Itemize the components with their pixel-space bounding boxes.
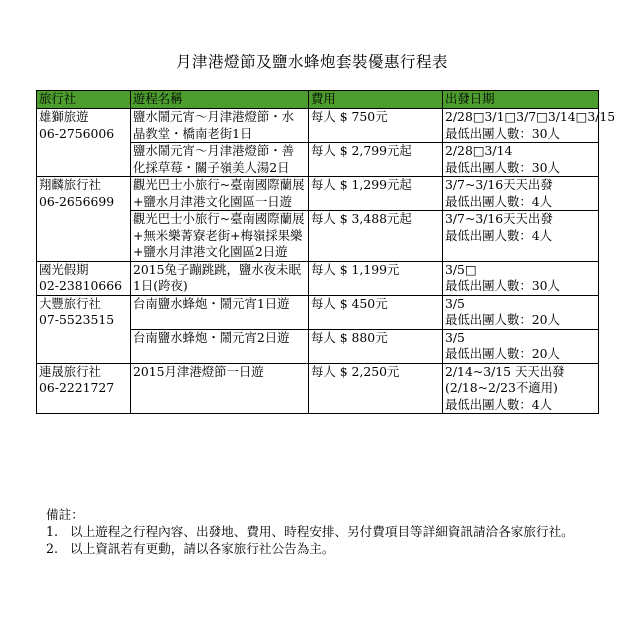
tour-fee: 每人 $ 2,250元 xyxy=(309,363,443,414)
tour-table xyxy=(36,90,616,414)
tour-name: 台南鹽水蜂炮・鬧元宵2日遊 xyxy=(131,329,309,363)
tour-fee: 每人 $ 450元 xyxy=(309,295,443,329)
agency-name: 大豐旅行社 xyxy=(39,295,101,311)
tour-name: 觀光巴士小旅行~臺南國際蘭展+鹽水月津港文化園區一日遊 xyxy=(131,177,309,211)
tour-dates: 3/7~3/16天天出發 xyxy=(445,211,553,226)
note-item xyxy=(46,540,606,557)
note-number: 2. xyxy=(46,541,59,556)
tour-name: 2015兔子蹦跳跳，鹽水夜未眠1日(跨夜) xyxy=(131,261,309,295)
agency-cell xyxy=(37,261,131,295)
notes-heading: 備註： xyxy=(46,507,84,522)
agency-cell xyxy=(37,363,131,414)
tour-name: 鹽水鬧元宵～月津港燈節・水晶教堂・橋南老街1日 xyxy=(131,109,309,143)
tour-dates-cell xyxy=(443,295,599,329)
tour-fee: 每人 $ 1,299元起 xyxy=(309,177,443,211)
tour-fee: 每人 $ 1,199元 xyxy=(309,261,443,295)
table-row xyxy=(37,363,599,414)
tour-fee: 每人 $ 750元 xyxy=(309,109,443,143)
agency-phone: 06-2221727 xyxy=(39,380,115,395)
header-fee: 費用 xyxy=(309,91,443,109)
tour-dates: 3/5 xyxy=(445,329,465,345)
header-departure-date: 出發日期 xyxy=(443,91,599,109)
header-tour-name: 遊程名稱 xyxy=(131,91,309,109)
note-text: 以上資訊若有更動，請以各家旅行社公告為主。 xyxy=(70,541,335,556)
table-row xyxy=(37,177,599,211)
tour-dates-cell xyxy=(443,329,599,363)
agency-name: 雄獅旅遊 xyxy=(39,109,89,124)
agency-name: 連晟旅行社 xyxy=(39,363,101,379)
table-row xyxy=(37,109,599,143)
agency-phone: 06-2656699 xyxy=(39,193,115,209)
table-row xyxy=(37,261,599,295)
tour-min-group: 最低出團人數：30人 xyxy=(445,125,560,141)
note-number: 1. xyxy=(46,524,59,539)
tour-name: 鹽水鬧元宵～月津港燈節・善化採草莓・關子嶺美人湯2日 xyxy=(131,143,309,177)
tour-name: 2015月津港燈節一日遊 xyxy=(131,363,309,414)
tour-dates: 3/5 xyxy=(445,295,465,311)
tour-name: 觀光巴士小旅行~臺南國際蘭展+無米樂菁寮老街+梅嶺採果樂+鹽水月津港文化園區2日遊 xyxy=(131,211,309,262)
note-item xyxy=(46,523,606,540)
agency-phone: 07-5523515 xyxy=(39,312,115,327)
tour-fee: 每人 $ 2,799元起 xyxy=(309,143,443,177)
tour-min-group: 最低出團人數：4人 xyxy=(445,396,553,412)
tour-fee: 每人 $ 880元 xyxy=(309,329,443,363)
tour-dates: 3/7~3/16天天出發 xyxy=(445,177,553,192)
agency-phone: 06-2756006 xyxy=(39,125,115,141)
tour-fee: 每人 $ 3,488元起 xyxy=(309,211,443,262)
note-text: 以上遊程之行程內容、出發地、費用、時程安排、另付費項目等詳細資訊請洽各家旅行社。 xyxy=(70,524,574,539)
agency-cell xyxy=(37,109,131,177)
tour-dates-cell xyxy=(443,261,599,295)
agency-name: 國光假期 xyxy=(39,261,89,277)
page-title: 月津港燈節及鹽水蜂炮套裝優惠行程表 xyxy=(175,53,448,71)
tour-name: 台南鹽水蜂炮・鬧元宵1日遊 xyxy=(131,295,309,329)
tour-min-group: 最低出團人數：30人 xyxy=(445,278,560,293)
tour-dates-cell xyxy=(443,363,599,414)
tour-dates: 2/14~3/15 天天出發(2/18~2/23不適用) xyxy=(445,363,565,395)
notes-section xyxy=(46,506,606,557)
tour-min-group: 最低出團人數：20人 xyxy=(445,312,560,327)
tour-min-group: 最低出團人數：20人 xyxy=(445,346,560,361)
tour-dates-cell xyxy=(443,177,599,211)
header-agency: 旅行社 xyxy=(37,91,131,109)
table-header-row xyxy=(37,91,599,109)
tour-dates-cell xyxy=(443,109,616,143)
tour-dates: 2/28□3/1□3/7□3/14□3/15 xyxy=(445,109,616,124)
agency-cell xyxy=(37,295,131,363)
tour-dates-cell xyxy=(443,143,599,177)
tour-dates: 2/28□3/14 xyxy=(445,143,513,158)
tour-dates-cell xyxy=(443,211,599,262)
agency-cell xyxy=(37,177,131,262)
agency-phone: 02-23810666 xyxy=(39,278,123,293)
agency-name: 翔麟旅行社 xyxy=(39,177,101,192)
tour-min-group: 最低出團人數：30人 xyxy=(445,159,560,175)
tour-min-group: 最低出團人數：4人 xyxy=(445,193,553,209)
tour-dates: 3/5□ xyxy=(445,261,477,277)
tour-min-group: 最低出團人數：4人 xyxy=(445,227,553,243)
table-row xyxy=(37,295,599,329)
